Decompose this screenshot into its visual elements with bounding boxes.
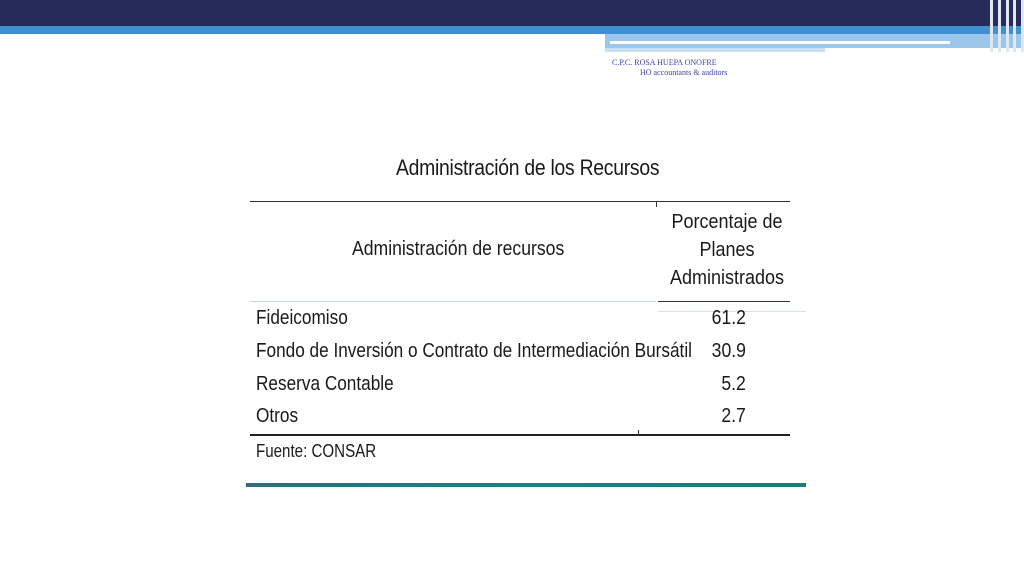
- table-rule-header-right: [658, 301, 790, 302]
- row-label-fondo-inversion: Fondo de Inversión o Contrato de Intermediación Bursátil: [256, 340, 692, 362]
- author-firm: HO accountants & auditors: [640, 68, 728, 77]
- row-value-reserva-contable: 5.2: [721, 373, 746, 395]
- table-rule-tick: [656, 201, 657, 207]
- row-value-fideicomiso: 61.2: [711, 307, 746, 329]
- row-label-otros: Otros: [256, 405, 299, 427]
- row-value-otros: 2.7: [721, 405, 746, 427]
- header-edge-stripes: [990, 0, 1024, 52]
- author-block: [612, 58, 727, 78]
- row-value-fondo-inversion: 30.9: [711, 340, 746, 362]
- table-rule-bottom: [250, 434, 790, 436]
- column-header-resources: Administración de recursos: [352, 238, 565, 260]
- edge-stripe: [998, 0, 1001, 52]
- row-label-fideicomiso: Fideicomiso: [256, 307, 348, 329]
- table-rule-tick-bottom: [638, 430, 639, 435]
- footer-accent-bar: [246, 483, 806, 487]
- header-divider-line: [610, 41, 950, 44]
- table-title: Administración de los Recursos: [396, 155, 660, 180]
- column-header-percentage: Porcentaje de Planes Administrados: [669, 211, 785, 289]
- table-rule-top: [250, 201, 790, 202]
- edge-stripe: [990, 0, 993, 52]
- author-name: C.P.C. ROSA HUEPA ONOFRE: [612, 58, 717, 67]
- row-label-reserva-contable: Reserva Contable: [256, 373, 394, 395]
- table-rule-header-left: [250, 301, 656, 302]
- header-band-blue: [0, 26, 1024, 34]
- header-band-dark: [0, 0, 1024, 26]
- source-note: Fuente: CONSAR: [256, 441, 377, 461]
- edge-stripe: [1006, 0, 1009, 52]
- edge-stripe: [1013, 0, 1016, 52]
- header-band-lighter: [605, 48, 825, 52]
